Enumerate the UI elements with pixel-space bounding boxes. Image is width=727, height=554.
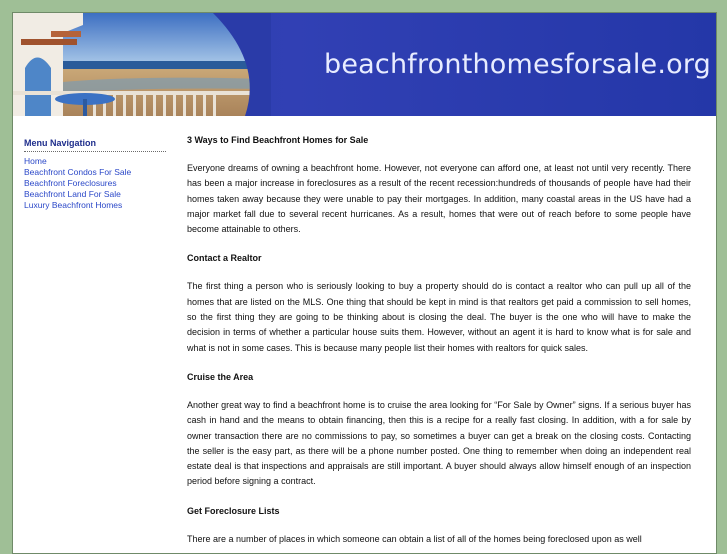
section-body-cruise: Another great way to find a beachfront home is to cruise the area looking for “For Sale by Owner” signs. If a serious buyer has cash in hand and the means to obtain financing, then this is a recipe for a really fast closing. In addition, with a for sale by owner transaction there are no commissions to pay, so sometimes a buyer can get a break on the closing costs. Contacting the seller is the easy part, as there will be a phone number posted. One thing to remember when doing an independent real estate deal is that inspections and appraisals are still important. A buyer should always allow himself enough of an inspection period before signing a contract.: [187, 399, 691, 487]
section-body-realtor: The first thing a person who is seriously looking to buy a property should do is contact a realtor who can pull up all of the homes that are listed on the MLS. One thing that should be kept in mind is that realtors get paid a commission to sell homes, so the first thing they are going to be thinking about is closing the deal. The buyer is the one who will have to make the decision in terms of whether a particular house suits them. However, without an agent it is hard to know what is for sale and what is not in some cases. This is because many people list their homes with realtors for quick sales.: [187, 281, 691, 353]
nav-link-beachfront-foreclosures[interactable]: Beachfront Foreclosures: [24, 178, 117, 188]
beach-photo: [13, 13, 271, 116]
section-heading-realtor: Contact a Realtor: [187, 253, 262, 264]
header-banner: [13, 13, 716, 116]
main-content: [187, 133, 691, 547]
section-heading-foreclosure: Get Foreclosure Lists: [187, 505, 280, 516]
nav-link-beachfront-land[interactable]: Beachfront Land For Sale: [24, 189, 121, 199]
nav-list: [24, 156, 166, 211]
nav-link-luxury-homes[interactable]: Luxury Beachfront Homes: [24, 200, 123, 210]
nav-link-home[interactable]: Home: [24, 156, 47, 166]
site-title: beachfronthomesforsale.org: [324, 49, 712, 80]
nav-title: Menu Navigation: [24, 138, 166, 152]
sidebar-navigation: [24, 138, 166, 211]
article-title: 3 Ways to Find Beachfront Homes for Sale: [187, 135, 369, 145]
section-heading-cruise: Cruise the Area: [187, 371, 254, 382]
nav-link-beachfront-condos[interactable]: Beachfront Condos For Sale: [24, 167, 132, 177]
page-container: [12, 12, 717, 554]
article-intro: Everyone dreams of owning a beachfront home. However, not everyone can afford one, at least not until very recently. There has been a major increase in foreclosures as a result of the recent recession:hundreds of thousands of people have had their homes taken away because they were unable to pay their mortgages. In addition, many coastal areas in the US have had a major market fall due to several recent hurricanes. As a result, homes that were out of reach before to some people have become attainable to others.: [187, 163, 691, 235]
section-body-foreclosure: There are a number of places in which someone can obtain a list of all of the homes being foreclosed upon as well: [187, 533, 642, 544]
